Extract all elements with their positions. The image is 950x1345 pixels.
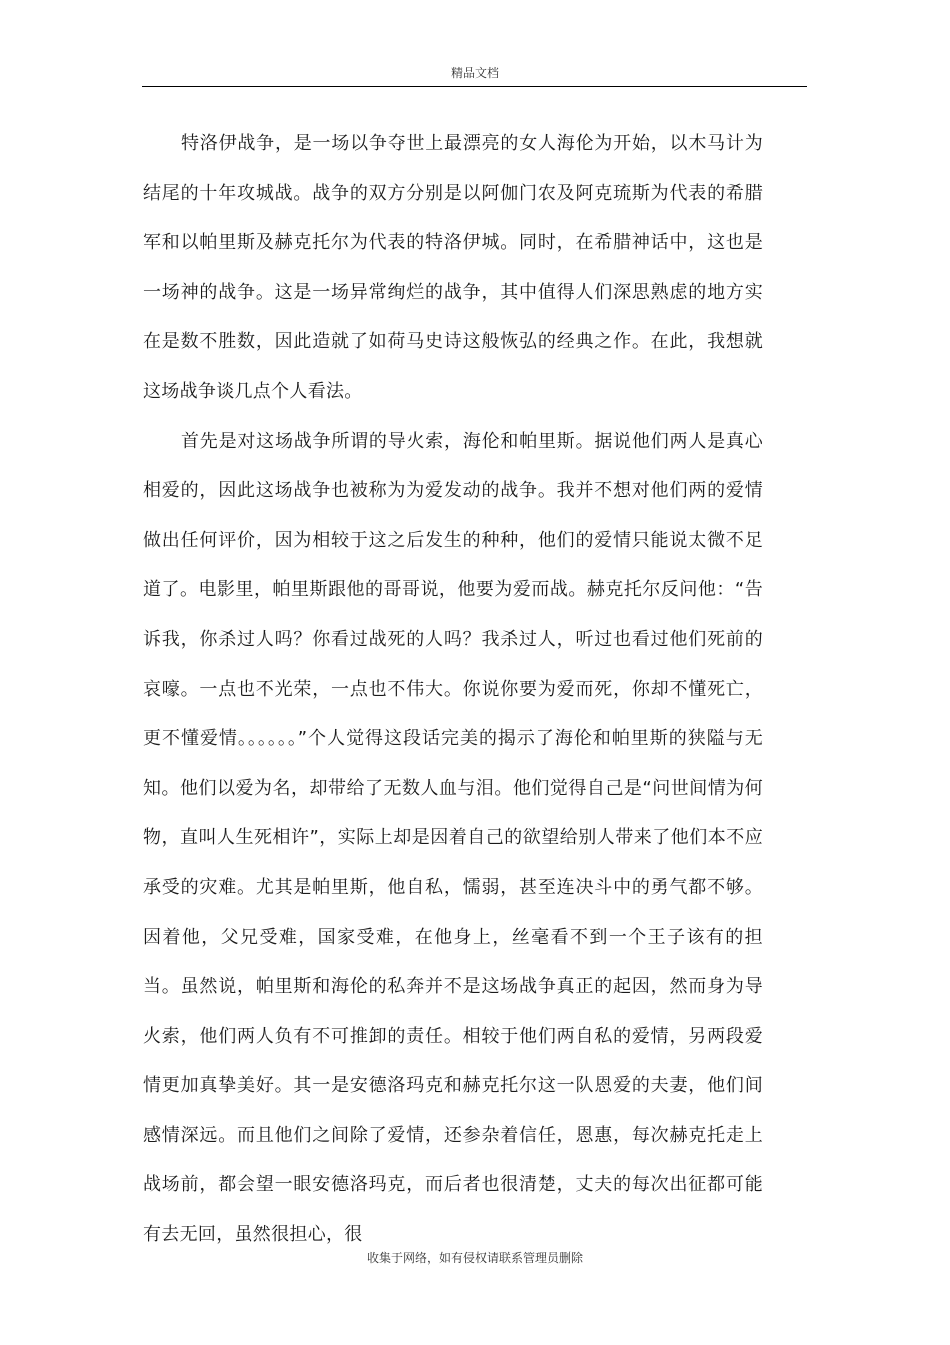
paragraph-intro: 特洛伊战争，是一场以争夺世上最漂亮的女人海伦为开始，以木马计为结尾的十年攻城战。战争的双方分别是以阿伽门农及阿克琉斯为代表的希腊军和以帕里斯及赫克托尔为代表的特洛伊城。同时，在希腊神话中，这也是一场神的战争。这是一场异常绚烂的战争，其中值得人们深思熟虑的地方实在是数不胜数，因此造就了如荷马史诗这般恢弘的经典之作。在此，我想就这场战争谈几点个人看法。 (143, 133, 763, 402)
header-divider (142, 86, 807, 87)
document-body (143, 119, 763, 1260)
page-footer: 收集于网络，如有侵权请联系管理员删除 (366, 1251, 583, 1265)
paragraph-helen-paris: 首先是对这场战争所谓的导火索，海伦和帕里斯。据说他们两人是真心相爱的，因此这场战争也被称为为爱发动的战争。我并不想对他们两的爱情做出任何评价，因为相较于这之后发生的种种，他们的爱情只能说太微不足道了。电影里，帕里斯跟他的哥哥说，他要为爱而战。赫克托尔反问他：“告诉我，你杀过人吗？你看过战死的人吗？我杀过人，听过也看过他们死前的哀嚎。一点也不光荣，一点也不伟大。你说你要为爱而死，你却不懂死亡，更不懂爱情。。。。。。”个人觉得这段话完美的揭示了海伦和帕里斯的狭隘与无知。他们以爱为名，却带给了无数人血与泪。他们觉得自己是“问世间情为何物，直叫人生死相许”，实际上却是因着自己的欲望给别人带来了他们本不应承受的灾难。尤其是帕里斯，他自私，懦弱，甚至连决斗中的勇气都不够。因着他，父兄受难，国家受难，在他身上，丝毫看不到一个王子该有的担当。虽然说，帕里斯和海伦的私奔并不是这场战争真正的起因，然而身为导火索，他们两人负有不可推卸的责任。相较于他们两自私的爱情，另两段爱情更加真挚美好。其一是安德洛玛克和赫克托尔这一队恩爱的夫妻，他们间感情深远。而且他们之间除了爱情，还参杂着信任，恩惠，每次赫克托走上战场前，都会望一眼安德洛玛克，而后者也很清楚，丈夫的每次出征都可能有去无回，虽然很担心，很 (143, 430, 763, 1246)
page-header: 精品文档 (450, 66, 499, 80)
